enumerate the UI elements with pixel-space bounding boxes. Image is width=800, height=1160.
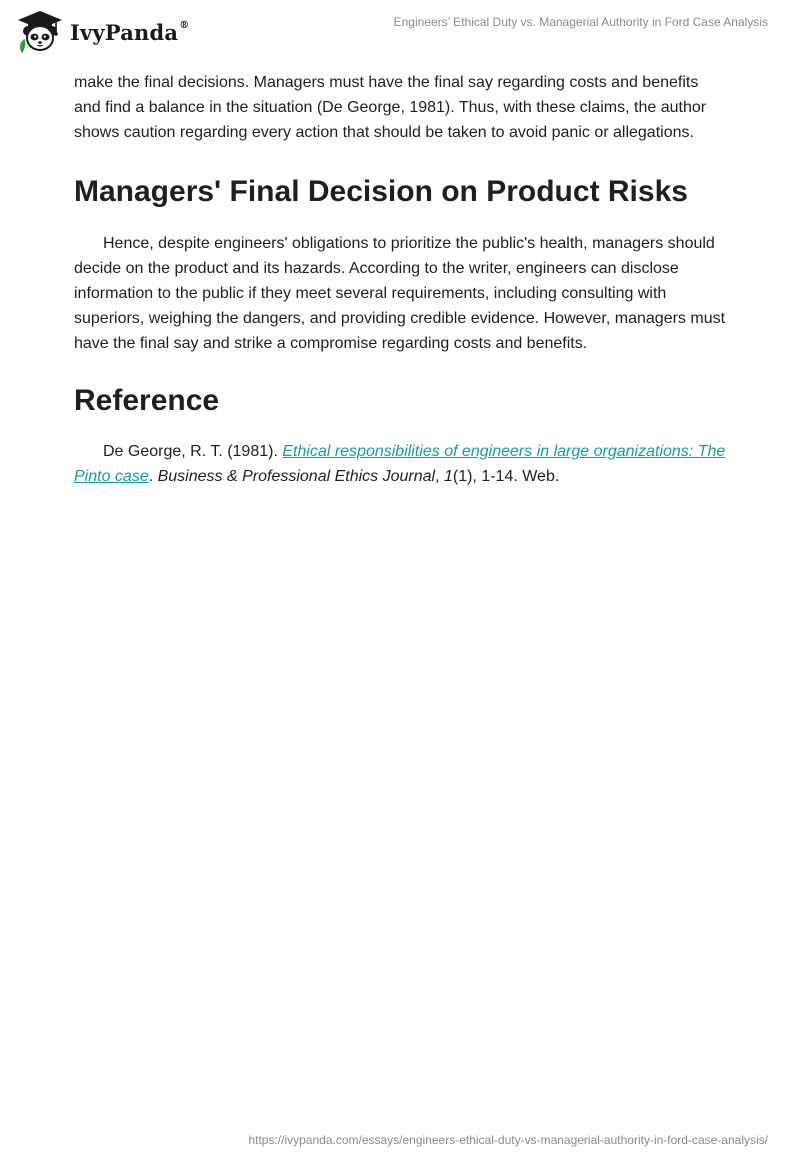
- reference-entry: [74, 439, 726, 489]
- section-heading-final-decision: Managers' Final Decision on Product Risks: [74, 175, 688, 208]
- page-header: [0, 0, 800, 64]
- reference-rest: (1), 1-14. Web.: [452, 468, 560, 485]
- reference-title-link[interactable]: Ethical responsibilities of engineers in large organizations: The Pinto case: [74, 443, 726, 485]
- registered-mark: ®: [179, 19, 190, 31]
- reference-volume: 1: [443, 468, 453, 485]
- reference-authors: De George, R. T. (1981).: [103, 443, 283, 460]
- logo-name: IvyPanda: [70, 19, 179, 45]
- footer-url: https://ivypanda.com/essays/engineers-ethical-duty-vs-managerial-authority-in-ford-case-analysis/: [248, 1133, 768, 1147]
- document-title: Engineers’ Ethical Duty vs. Managerial Authority in Ford Case Analysis: [393, 15, 768, 29]
- reference-sep-2: ,: [435, 468, 444, 485]
- section-heading-reference: Reference: [74, 384, 220, 417]
- panda-graduate-icon: [16, 9, 64, 55]
- logo-text: [70, 20, 189, 45]
- reference-sep-1: .: [148, 468, 158, 485]
- essay-content: [74, 70, 726, 489]
- paragraph-1: make the final decisions. Managers must have the final say regarding costs and benefits and find a balance in the situation (De George, 1981). Thus, with these claims, the author shows caution regarding every action that should be taken to avoid panic or allegations.: [74, 74, 707, 141]
- reference-journal: Business & Professional Ethics Journal: [157, 468, 436, 485]
- ivypanda-logo[interactable]: [16, 8, 189, 56]
- paragraph-2: Hence, despite engineers' obligations to prioritize the public's health, managers should decide on the product and its hazards. According to the writer, engineers can disclose information to the public if they meet several requirements, including consulting with superiors, weighing the dangers, and providing credible evidence. However, managers must have the final say and strike a compromise regarding costs and benefits.: [74, 235, 726, 352]
